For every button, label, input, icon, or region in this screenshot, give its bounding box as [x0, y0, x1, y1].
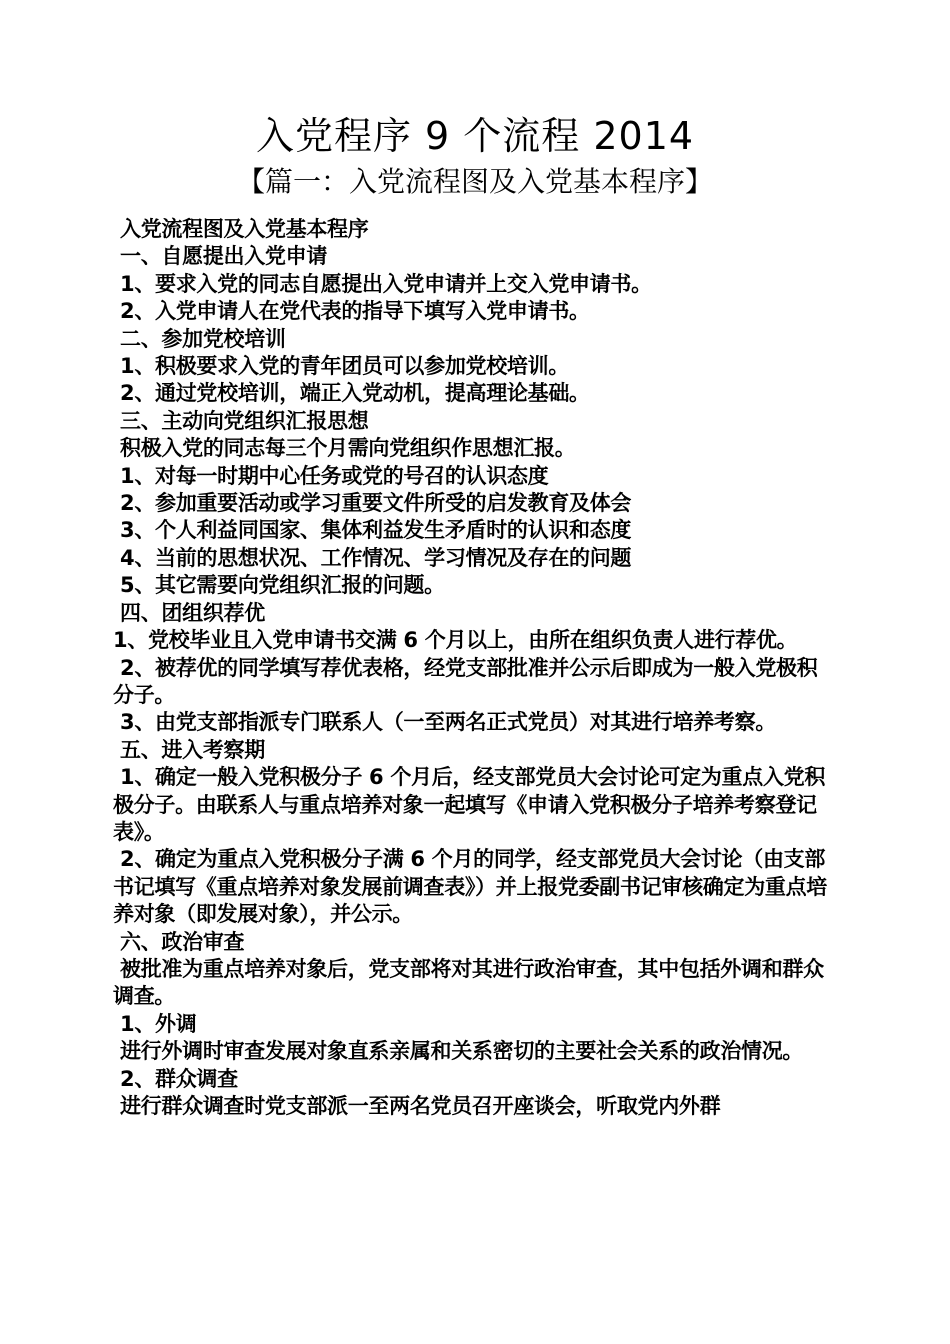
- body-line: 一、自愿提出入党申请: [113, 244, 328, 269]
- body-line: 2、入党申请人在党代表的指导下填写入党申请书。: [113, 299, 590, 324]
- body-line: 三、主动向党组织汇报思想: [113, 408, 369, 433]
- document-body: [113, 216, 835, 1120]
- body-line: 积极入党的同志每三个月需向党组织作思想汇报。: [113, 436, 576, 461]
- body-line: 3、个人利益同国家、集体利益发生矛盾时的认识和态度: [113, 518, 632, 543]
- body-line: 入党流程图及入党基本程序: [113, 217, 369, 241]
- body-line: 2、群众调查: [113, 1066, 238, 1091]
- body-line: 五、进入考察期: [113, 737, 265, 762]
- body-line: 2、被荐优的同学填写荐优表格，经党支部批准并公示后即成为一般入党极积分子。: [113, 655, 818, 707]
- body-line: 六、政治审查: [113, 929, 245, 954]
- body-line: 2、参加重要活动或学习重要文件所受的启发教育及体会: [113, 491, 632, 516]
- body-line: 1、对每一时期中心任务或党的号召的认识态度: [113, 463, 549, 488]
- body-line: 4、当前的思想状况、工作情况、学习情况及存在的问题: [113, 545, 632, 570]
- document-title: 入党程序 9 个流程 2014: [255, 114, 695, 158]
- body-line: 1、党校毕业且入党申请书交满 6 个月以上，由所在组织负责人进行荐优。: [113, 628, 798, 653]
- body-line: 3、由党支部指派专门联系人（一至两名正式党员）对其进行培养考察。: [113, 710, 777, 735]
- body-line: 5、其它需要向党组织汇报的问题。: [113, 573, 445, 598]
- body-line: 2、通过党校培训，端正入党动机，提高理论基础。: [113, 381, 590, 406]
- body-line: 二、参加党校培训: [113, 326, 286, 351]
- body-line: 2、确定为重点入党积极分子满 6 个月的同学，经支部党员大会讨论（由支部书记填写《重点培养对象发展前调查表》）并上报党委副书记审核确定为重点培养对象（即发展对象），并公示。: [113, 847, 827, 927]
- body-line: 1、外调: [113, 1011, 197, 1036]
- body-line: 1、确定一般入党积极分子 6 个月后，经支部党员大会讨论可定为重点入党积极分子。由联系人与重点培养对象一起填写《申请入党积极分子培养考察登记表》。: [113, 765, 826, 844]
- body-line: 进行外调时审查发展对象直系亲属和关系密切的主要社会关系的政治情况。: [113, 1039, 804, 1064]
- body-line: 进行群众调查时党支部派一至两名党员召开座谈会，听取党内外群: [113, 1094, 721, 1118]
- body-line: 1、积极要求入党的青年团员可以参加党校培训。: [113, 354, 570, 379]
- body-line: 四、团组织荐优: [113, 600, 265, 625]
- body-line: 1、要求入党的同志自愿提出入党申请并上交入党申请书。: [113, 271, 652, 296]
- document-subtitle: 【篇一：入党流程图及入党基本程序】: [236, 165, 713, 198]
- body-line: 被批准为重点培养对象后，党支部将对其进行政治审查，其中包括外调和群众调查。: [113, 956, 824, 1009]
